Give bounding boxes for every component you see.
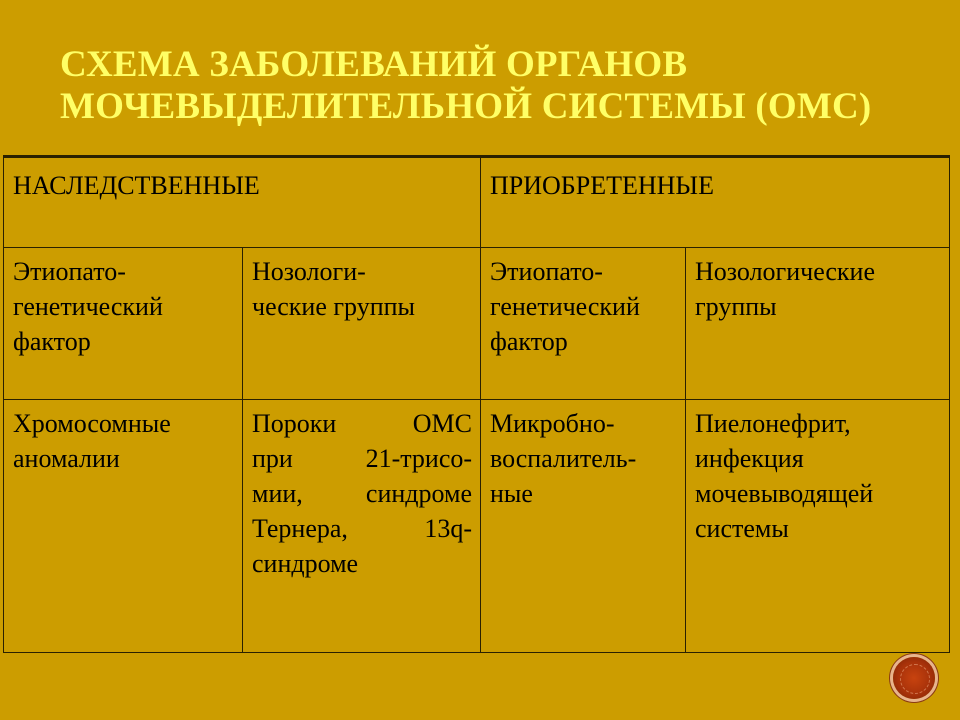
subheader-row xyxy=(4,248,950,400)
cell-microbial-inflammatory: Микробно- воспалитель- ные xyxy=(481,400,686,653)
subheader-acquired-factor: Этиопато- генетический фактор xyxy=(481,248,686,400)
disease-scheme-table xyxy=(3,155,950,653)
subheader-acquired-groups: Нозологические группы xyxy=(686,248,950,400)
header-hereditary: НАСЛЕДСТВЕННЫЕ xyxy=(4,157,481,248)
header-acquired: ПРИОБРЕТЕННЫЕ xyxy=(481,157,950,248)
slide-title-line-2: МОЧЕВЫДЕЛИТЕЛЬНОЙ СИСТЕМЫ (ОМС) xyxy=(60,86,872,127)
subheader-hereditary-groups: Нозологи- ческие группы xyxy=(243,248,481,400)
header-row xyxy=(4,157,950,248)
round-action-button-icon[interactable] xyxy=(893,657,935,699)
cell-chromosomal-anomalies: Хромосомные аномалии xyxy=(4,400,243,653)
cell-oms-defects: Пороки ОМС при 21-трисо- мии, синдроме Тернера, 13q- синдроме xyxy=(243,400,481,653)
slide-title-line-1: СХЕМА ЗАБОЛЕВАНИЙ ОРГАНОВ xyxy=(60,44,688,85)
subheader-hereditary-factor: Этиопато- генетический фактор xyxy=(4,248,243,400)
content-row xyxy=(4,400,950,653)
slide-title xyxy=(60,44,920,128)
cell-pyelonephritis: Пиелонефрит, инфекция мочевыводящей системы xyxy=(686,400,950,653)
